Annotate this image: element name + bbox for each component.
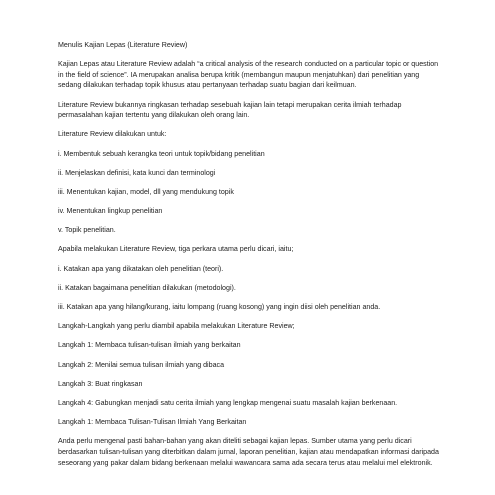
three-things-item-1: i. Katakan apa yang dikatakan oleh penelitian (teori). xyxy=(58,264,224,273)
purpose-item-3: iii. Menentukan kajian, model, dll yang mendukung topik xyxy=(58,187,234,196)
step-3: Langkah 3: Buat ringkasan xyxy=(58,379,143,388)
paragraph-not-summary: Literature Review bukannya ringkasan terhadap sesebuah kajian lain tetapi merupakan cerita ilmiah terhadap permasalahan kajian tertentu yang dilakukan oleh orang lain. xyxy=(58,100,402,120)
paragraph-definition: Kajian Lepas atau Literature Review adalah “a critical analysis of the research conducted on a particular topic or question in the field of science”. IA merupakan analisa berupa kritik (membangun maupun menjatuhkan) dari penelitian yang sedang dilakukan terhadap topik khusus atau pertanyaan terhadap suatu bagian dari keilmuan. xyxy=(58,60,439,90)
step-4: Langkah 4: Gabungkan menjadi satu cerita ilmiah yang lengkap mengenai suatu masalah kajian berkenaan. xyxy=(58,398,398,407)
step-2: Langkah 2: Menilai semua tulisan ilmiah yang dibaca xyxy=(58,360,225,369)
step-1: Langkah 1: Membaca tulisan-tulisan ilmiah yang berkaitan xyxy=(58,341,241,350)
three-things-item-2: ii. Katakan bagaimana penelitian dilakukan (metodologi). xyxy=(58,283,236,292)
step-1-section-body: Anda perlu mengenal pasti bahan-bahan yang akan diteliti sebagai kajian lepas. Sumber utama yang perlu dicari berdasarkan tulisan-tulisan yang diterbitkan dalam jurnal, laporan penelitian, kajian atau mendapatkan informasi daripada seseorang yang pakar dalam bidang berkenaan melalui wawancara sama ada secara terus atau melalui mel elektronik. xyxy=(58,437,439,467)
three-things-item-3: iii. Katakan apa yang hilang/kurang, iaitu lompang (ruang kosong) yang ingin diisi oleh penelitian anda. xyxy=(58,303,381,312)
document-title: Menulis Kajian Lepas (Literature Review) xyxy=(58,41,188,49)
purpose-item-4: iv. Menentukan lingkup penelitian xyxy=(58,207,163,216)
three-things-heading: Apabila melakukan Literature Review, tiga perkara utama perlu dicari, iaitu; xyxy=(58,245,294,254)
steps-heading: Langkah-Langkah yang perlu diambil apabila melakukan Literature Review; xyxy=(58,322,295,331)
document-body xyxy=(58,40,443,477)
purpose-item-1: i. Membentuk sebuah kerangka teori untuk topik/bidang penelitian xyxy=(58,149,265,158)
purpose-item-5: v. Topik penelitian. xyxy=(58,226,116,235)
purpose-heading: Literature Review dilakukan untuk: xyxy=(58,130,167,139)
purpose-item-2: ii. Menjelaskan definisi, kata kunci dan terminologi xyxy=(58,168,216,177)
step-1-section-heading: Langkah 1: Membaca Tulisan-Tulisan Ilmiah Yang Berkaitan xyxy=(58,418,247,427)
